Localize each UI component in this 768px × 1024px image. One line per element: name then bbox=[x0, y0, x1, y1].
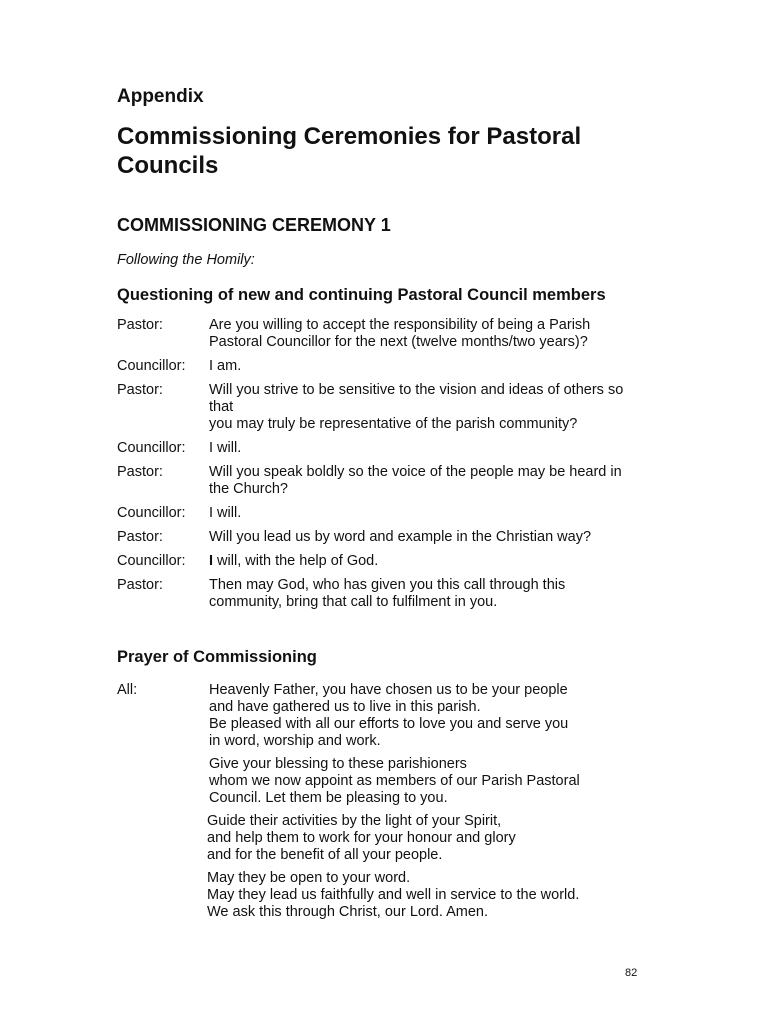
prayer-stanza: Guide their activities by the light of your Spirit, and help them to work for your honour and glory and for the benefit of all your people. bbox=[207, 813, 516, 863]
speaker-label: Councillor: bbox=[117, 358, 186, 374]
dialogue-row bbox=[117, 505, 657, 522]
speaker-label: Pastor: bbox=[117, 529, 163, 545]
page-title bbox=[117, 122, 657, 180]
dialogue-row bbox=[117, 529, 657, 546]
speaker-label: Pastor: bbox=[117, 382, 163, 398]
document-page bbox=[117, 84, 657, 927]
dialogue-row bbox=[117, 358, 657, 375]
dialogue-line: Will you strive to be sensitive to the vision and ideas of others so that you may truly be representative of the parish community? bbox=[209, 382, 624, 432]
speaker-label: Councillor: bbox=[117, 505, 186, 521]
dialogue-line: Will you speak boldly so the voice of the people may be heard in the Church? bbox=[209, 464, 622, 497]
title-line-1: Commissioning Ceremonies for Pastoral bbox=[117, 123, 582, 150]
ceremony-heading: COMMISSIONING CEREMONY 1 bbox=[117, 215, 391, 235]
prayer-stanza: Heavenly Father, you have chosen us to be your people and have gathered us to live in this parish. Be pleased with all our efforts to love you and serve you in word, worship and work. bbox=[209, 682, 569, 749]
dialogue-line: I will. bbox=[209, 505, 242, 521]
title-line-2: Councils bbox=[117, 152, 219, 179]
instruction-text: Following the Homily: bbox=[117, 252, 255, 268]
dialogue-line: Are you willing to accept the responsibility of being a Parish Pastoral Councillor for the next (twelve months/two years)? bbox=[209, 317, 591, 350]
speaker-label: Councillor: bbox=[117, 440, 186, 456]
dialogue-list bbox=[117, 317, 657, 611]
dialogue-line: I will. bbox=[209, 440, 242, 456]
questioning-heading: Questioning of new and continuing Pastoral Council members bbox=[117, 286, 606, 304]
appendix-heading: Appendix bbox=[117, 86, 204, 107]
prayer-block bbox=[117, 682, 657, 927]
prayer-stanza: May they be open to your word. May they lead us faithfully and well in service to the world. We ask this through Christ, our Lord. Amen. bbox=[207, 870, 580, 920]
dialogue-row bbox=[117, 382, 657, 433]
dialogue-row bbox=[117, 464, 657, 498]
speaker-label: Pastor: bbox=[117, 317, 163, 333]
dialogue-line-rest: will, with the help of God. bbox=[213, 553, 379, 569]
speaker-label: Pastor: bbox=[117, 464, 163, 480]
dialogue-line bbox=[209, 553, 657, 570]
dialogue-row bbox=[117, 440, 657, 457]
bold-i: I bbox=[209, 553, 214, 569]
speaker-label: Councillor: bbox=[117, 553, 186, 569]
dialogue-line: Will you lead us by word and example in the Christian way? bbox=[209, 529, 592, 545]
speaker-label: All: bbox=[117, 682, 138, 698]
dialogue-row bbox=[117, 317, 657, 351]
prayer-heading: Prayer of Commissioning bbox=[117, 648, 317, 666]
page-number: 82 bbox=[625, 967, 638, 979]
speaker-label: Pastor: bbox=[117, 577, 163, 593]
dialogue-row bbox=[117, 553, 657, 570]
dialogue-line: Then may God, who has given you this call through this community, bring that call to fulfilment in you. bbox=[209, 577, 566, 610]
prayer-stanza: Give your blessing to these parishioners whom we now appoint as members of our Parish Pastoral Council. Let them be pleasing to you. bbox=[209, 756, 580, 806]
prayer-stanzas bbox=[209, 682, 657, 927]
dialogue-row bbox=[117, 577, 657, 611]
dialogue-line: I am. bbox=[209, 358, 242, 374]
